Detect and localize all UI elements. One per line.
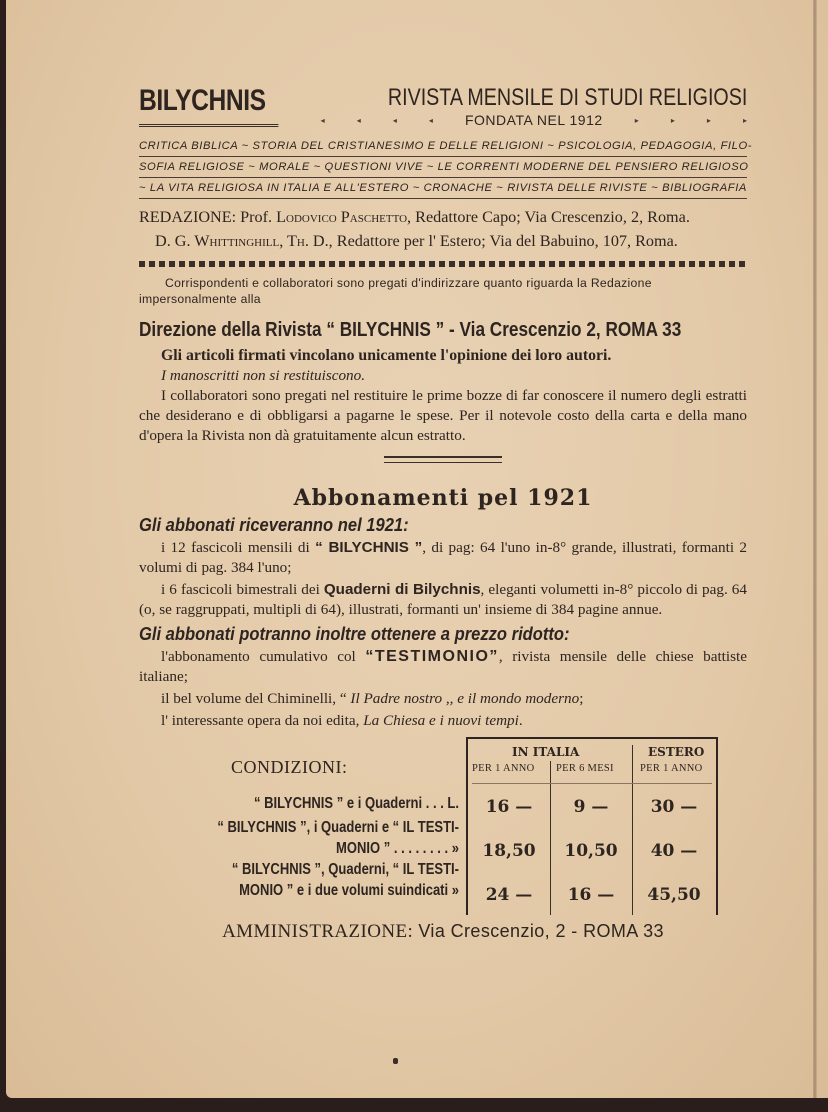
- item-text: l' interessante opera da noi edita,: [161, 712, 364, 729]
- item-bold: Quaderni di Bilychnis: [323, 581, 481, 598]
- dotted-divider: [139, 261, 747, 267]
- ink-mark: [393, 1058, 398, 1064]
- chief-editor-address: , Redattore Capo; Via Crescenzio, 2, Roma.: [407, 208, 690, 226]
- price-cell: 30 —: [650, 797, 698, 817]
- magazine-title: BILYCHNIS: [139, 84, 278, 127]
- ornament-left-icon: ◂: [428, 115, 433, 125]
- condition-label: “ BILYCHNIS ”, Quaderni, “ IL TESTI-: [231, 861, 459, 878]
- ornament-right-icon: ▸: [706, 115, 711, 125]
- price-cell: 40 —: [650, 841, 698, 861]
- founded-year: FONDATA NEL 1912: [464, 112, 603, 128]
- foreign-editor-name: D. G. Whittinghill, Th. D.: [155, 232, 329, 250]
- correspondence-note: Corrispondenti e collaboratori sono pregati d'indirizzare quanto riguarda la Redazione impersonalmente alla: [139, 276, 652, 306]
- item-text: il bel volume del Chiminelli, “: [161, 690, 351, 707]
- topic-line: ~ LA VITA RELIGIOSA IN ITALIA E ALL'ESTERO ~ CRONACHE ~ RIVISTA DELLE RIVISTE ~ BIBLIOGRAFIA: [139, 178, 747, 199]
- chief-editor-line: [139, 205, 747, 229]
- administration-label: AMMINISTRAZIONE:: [222, 921, 414, 942]
- ornament-right-icon: ▸: [670, 115, 675, 125]
- price-cell: 10,50: [564, 841, 618, 861]
- double-divider: [384, 456, 502, 463]
- condition-label: “ BILYCHNIS ” e i Quaderni . . . L.: [254, 795, 459, 812]
- item-bold: “ BILYCHNIS ”: [315, 539, 423, 556]
- signed-articles-note: Gli articoli firmati vincolano unicamente l'opinione dei loro autori.: [161, 347, 612, 364]
- reduced-price-heading: Gli abbonati potranno inoltre ottenere a prezzo ridotto:: [139, 624, 570, 644]
- item-text: i 12 fascicoli mensili di: [161, 539, 316, 556]
- column-header: PER 1 ANNO: [640, 763, 703, 774]
- price-cell: 9 —: [573, 797, 609, 817]
- conditions-title: CONDIZIONI:: [231, 757, 348, 777]
- price-cell: 24 —: [485, 885, 533, 905]
- foreign-editor-address: , Redattore per l' Estero; Via del Babuino, 107, Roma.: [328, 232, 678, 250]
- column-header: PER 1 ANNO: [472, 763, 535, 774]
- ornament-left-icon: ◂: [320, 115, 325, 125]
- item-text: l'abbonamento cumulativo col: [161, 648, 366, 665]
- receive-item: [139, 538, 747, 578]
- foreign-editor-line: [139, 229, 747, 253]
- column-header: PER 6 MESI: [556, 763, 614, 774]
- header-italy: IN ITALIA: [512, 745, 580, 759]
- reduced-item: [139, 647, 747, 687]
- masthead: [139, 84, 747, 132]
- ornament-right-icon: ▸: [742, 115, 747, 125]
- item-italic: Il Padre nostro ,, e il mondo moderno: [350, 690, 580, 707]
- item-text: i 6 fascicoli bimestrali dei: [161, 581, 324, 598]
- condition-label: MONIO ” e i due volumi suindicati »: [239, 882, 459, 899]
- offprints-note: I collaboratori sono pregati nel restituire le prime bozze di far conoscere il numero degli estratti che desiderano e di obbligarsi a pagarne le spese. Per il notevole costo della carta e della mano d'opera la Rivista non dà gratuitamente alcun estratto.: [139, 387, 747, 444]
- masthead-right: [309, 84, 747, 128]
- receive-item: [139, 580, 747, 620]
- redazione-label: REDAZIONE:: [139, 208, 237, 226]
- editor-prefix: Prof.: [240, 208, 273, 226]
- topic-line: CRITICA BIBLICA ~ STORIA DEL CRISTIANESIMO E DELLE RELIGIONI ~ PSICOLOGIA, PEDAGOGIA, FILO-: [139, 136, 747, 157]
- editorial-staff: [139, 205, 747, 253]
- topic-line: SOFIA RELIGIOSE ~ MORALE ~ QUESTIONI VIVE ~ LE CORRENTI MODERNE DEL PENSIERO RELIGIOSO: [139, 157, 747, 178]
- page-fold-shadow: [813, 0, 817, 1098]
- reduced-item: [139, 689, 747, 709]
- ornament-left-icon: ◂: [356, 115, 361, 125]
- administration-street: Via Crescenzio, 2 - ROMA 33: [418, 921, 664, 941]
- item-text: , eleganti volumetti in-8° piccolo di pag. 64 (o, se raggruppati, multipli di 64), illustrati, formanti un' insieme di 384 pagine annue.: [139, 581, 747, 618]
- item-text: , rivista mensile delle chiese battiste italiane;: [139, 648, 747, 685]
- price-cell: 18,50: [482, 841, 536, 861]
- item-bold: “TESTIMONIO”: [365, 648, 499, 665]
- manuscripts-note: I manoscritti non si restituiscono.: [161, 367, 366, 384]
- price-table: [466, 737, 718, 915]
- condition-label: MONIO ” . . . . . . . . »: [336, 840, 459, 857]
- topics-list: [139, 136, 753, 199]
- magazine-subtitle: RIVISTA MENSILE DI STUDI RELIGIOSI: [387, 84, 747, 111]
- condition-label: “ BILYCHNIS ”, i Quaderni e “ IL TESTI-: [217, 819, 459, 836]
- ornament-left-icon: ◂: [392, 115, 397, 125]
- conditions-section: [139, 737, 747, 915]
- administration-address: [139, 921, 747, 943]
- founded-row: [309, 112, 747, 128]
- ornament-right-icon: ▸: [634, 115, 639, 125]
- price-cell: 16 —: [485, 797, 533, 817]
- chief-editor-name: Lodovico Paschetto: [276, 208, 408, 226]
- header-abroad: ESTERO: [648, 745, 705, 759]
- reduced-item: [139, 711, 747, 731]
- header-divider: [472, 783, 712, 784]
- item-text: .: [518, 712, 523, 729]
- item-text: ;: [579, 690, 584, 707]
- direction-address: Direzione della Rivista “ BILYCHNIS ” - Via Crescenzio 2, ROMA 33: [139, 319, 682, 341]
- conditions-labels: [159, 793, 459, 901]
- price-cell: 45,50: [647, 885, 701, 905]
- page-content: [139, 84, 753, 943]
- receive-heading: Gli abbonati riceveranno nel 1921:: [139, 515, 409, 535]
- price-cell: 16 —: [567, 885, 615, 905]
- item-text: , di pag: 64 l'uno in-8° grande, illustrati, formanti 2 volumi di pag. 384 l'uno;: [139, 539, 747, 576]
- item-italic: La Chiesa e i nuovi tempi: [363, 712, 519, 729]
- subscriptions-title: Abbonamenti pel 1921: [293, 485, 593, 511]
